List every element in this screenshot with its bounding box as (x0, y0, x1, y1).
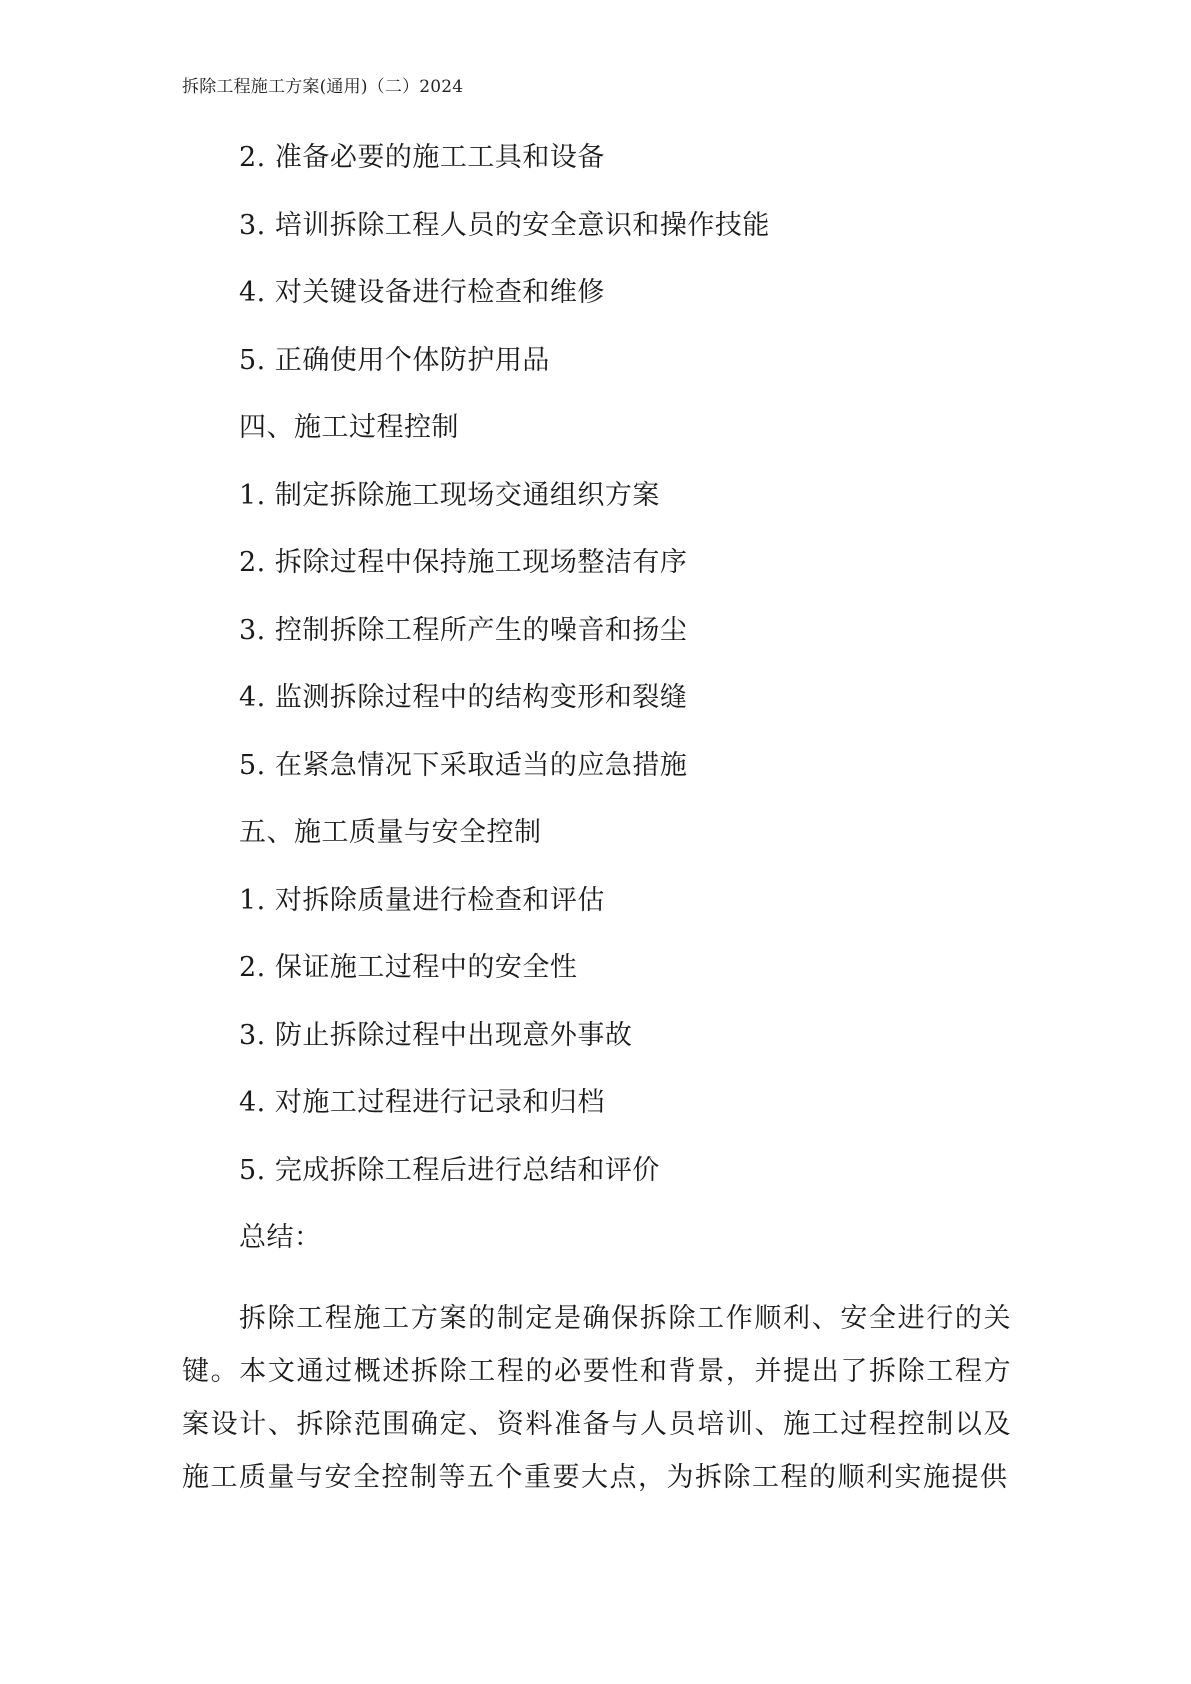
list-item: 4. 对施工过程进行记录和归档 (239, 1087, 605, 1118)
summary-heading: 总结： (239, 1222, 322, 1253)
list-item: 4. 监测拆除过程中的结构变形和裂缝 (239, 682, 688, 713)
list-item: 1. 制定拆除施工现场交通组织方案 (239, 480, 660, 511)
list-item: 5. 正确使用个体防护用品 (239, 345, 550, 376)
list-item: 3. 防止拆除过程中出现意外事故 (239, 1020, 633, 1051)
list-item: 3. 控制拆除工程所产生的噪音和扬尘 (239, 615, 688, 646)
list-item: 2. 保证施工过程中的安全性 (239, 952, 578, 983)
list-item: 2. 准备必要的施工工具和设备 (239, 142, 605, 173)
section-heading: 四、施工过程控制 (239, 412, 459, 443)
list-item: 5. 在紧急情况下采取适当的应急措施 (239, 750, 688, 781)
list-item: 5. 完成拆除工程后进行总结和评价 (239, 1155, 660, 1186)
list-item: 3. 培训拆除工程人员的安全意识和操作技能 (239, 210, 770, 241)
summary-paragraph: 拆除工程施工方案的制定是确保拆除工作顺利、安全进行的关键。本文通过概述拆除工程的必要性和背景，并提出了拆除工程方案设计、拆除范围确定、资料准备与人员培训、施工过程控制以及施工质量与安全控制等五个重要大点，为拆除工程的顺利实施提供 (182, 1303, 1012, 1493)
list-item: 2. 拆除过程中保持施工现场整洁有序 (239, 547, 688, 578)
running-header: 拆除工程施工方案(通用)（二）2024 (182, 77, 464, 97)
section-heading: 五、施工质量与安全控制 (239, 817, 542, 848)
list-item: 1. 对拆除质量进行检查和评估 (239, 885, 605, 916)
list-item: 4. 对关键设备进行检查和维修 (239, 277, 605, 308)
